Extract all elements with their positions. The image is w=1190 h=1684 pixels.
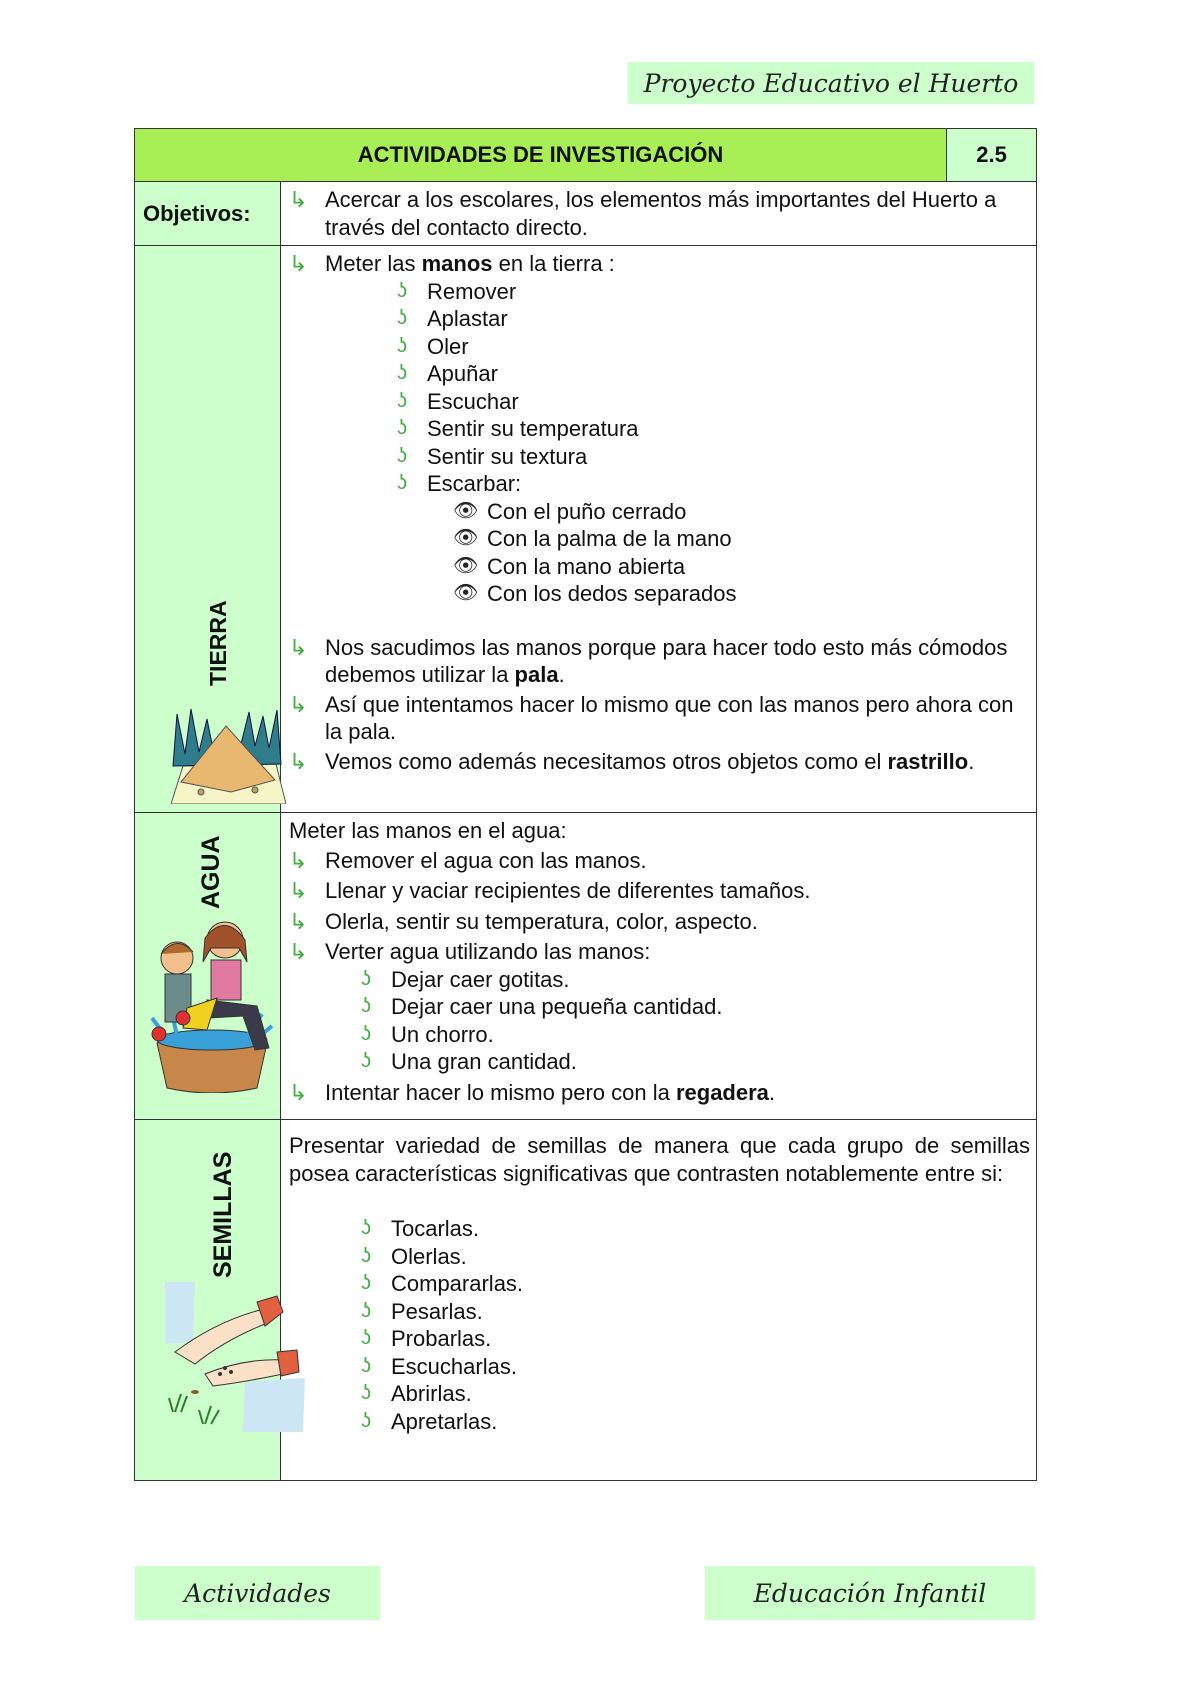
list-item: ↳ Olerla, sentir su temperatura, color, aspecto. — [289, 908, 758, 934]
ear-icon: ʖ — [397, 307, 407, 329]
list-item: ʖ Remover — [397, 278, 517, 304]
list-item: ʖ Olerlas. — [361, 1243, 467, 1269]
table-number: 2.5 — [947, 129, 1037, 182]
tierra-side — [135, 246, 281, 813]
ear-icon: ʖ — [397, 279, 407, 302]
arrow-bullet-icon: ↳ — [289, 939, 308, 964]
tierra-label: TIERRA — [205, 600, 231, 686]
list-item: ʖ Compararlas. — [361, 1271, 524, 1296]
objetivos-content — [281, 182, 1037, 246]
ear-icon: ʖ — [397, 472, 407, 494]
agua-label: AGUA — [197, 835, 225, 909]
agua-content — [281, 813, 1037, 1120]
arrow-bullet-icon: ↳ — [289, 634, 308, 660]
list-item: ʖ Escuchar — [397, 388, 519, 414]
ear-icon: ʖ — [397, 334, 407, 357]
header-project-text: Proyecto Educativo el Huerto — [643, 68, 1019, 98]
list-item: ʖ Sentir su textura — [397, 443, 588, 469]
list-item: ʖ Pesarlas. — [361, 1298, 483, 1324]
ear-icon: ʖ — [397, 444, 407, 467]
footer-left-tag — [135, 1566, 380, 1620]
header-project-tag — [628, 62, 1034, 104]
ear-icon: ʖ — [361, 1022, 371, 1045]
list-item: ʖ Un chorro. — [361, 1021, 494, 1047]
list-item: ʖ Tocarlas. — [361, 1216, 480, 1241]
arrow-bullet-icon: ↳ — [289, 748, 308, 774]
objetivos-label: Objetivos: — [135, 182, 281, 246]
hands-seeds-illustration — [165, 1282, 305, 1432]
ear-icon: ʖ — [361, 1217, 371, 1239]
ear-icon: ʖ — [361, 967, 371, 990]
list-item: ʖ Oler — [397, 333, 469, 359]
footer-right-tag — [705, 1566, 1035, 1620]
list-item: ʖ Probarlas. — [361, 1326, 492, 1351]
soil-mound-illustration — [171, 704, 286, 804]
list-item: ʖ Aplastar — [397, 306, 508, 331]
footer-left-text: Actividades — [184, 1578, 331, 1608]
list-item: 👁 Con la palma de la mano — [453, 526, 732, 551]
objetivos-text: Acercar a los escolares, los elementos más importantes del Huerto a través del contacto directo. — [325, 187, 997, 240]
ear-icon: ʖ — [361, 1244, 371, 1267]
eye-icon: 👁 — [453, 527, 479, 549]
list-item: ↳ Llenar y vaciar recipientes de diferentes tamaños. — [289, 878, 811, 903]
list-item: ↳ Verter agua utilizando las manos: — [289, 939, 651, 964]
list-item: ʖ Apretarlas. — [361, 1408, 498, 1434]
eye-icon: 👁 — [453, 554, 479, 577]
ear-icon: ʖ — [397, 362, 407, 384]
ear-icon: ʖ — [361, 1299, 371, 1322]
list-item: ʖ Escarbar: — [397, 471, 522, 496]
arrow-bullet-icon: ↳ — [289, 908, 308, 934]
tierra-content — [281, 246, 1037, 813]
list-item: ↳ Nos sacudimos las manos porque para hacer todo esto más cómodos debemos utilizar la pala. — [289, 634, 1008, 687]
list-item: ʖ Escucharlas. — [361, 1353, 517, 1379]
list-item: 👁 Con la mano abierta — [453, 553, 686, 579]
eye-icon: 👁 — [453, 499, 479, 522]
semillas-side — [135, 1120, 281, 1481]
arrow-bullet-icon: ↳ — [289, 1079, 308, 1105]
table-title: ACTIVIDADES DE INVESTIGACIÓN — [135, 129, 947, 182]
list-item: 👁 Con los dedos separados — [453, 581, 737, 606]
arrow-bullet-icon: ↳ — [289, 691, 308, 717]
list-item: ʖ Una gran cantidad. — [361, 1049, 577, 1074]
list-item: ʖ Abrirlas. — [361, 1381, 472, 1406]
arrow-bullet-icon: ↳ — [289, 847, 308, 873]
list-item: ↳ Vemos como además necesitamos otros objetos como el rastrillo. — [289, 748, 975, 774]
list-item: ʖ Dejar caer gotitas. — [361, 966, 570, 992]
ear-icon: ʖ — [361, 1050, 371, 1072]
list-item: 👁 Con el puño cerrado — [453, 498, 687, 524]
ear-icon: ʖ — [361, 995, 371, 1017]
ear-icon: ʖ — [361, 1409, 371, 1432]
ear-icon: ʖ — [361, 1382, 371, 1404]
ear-icon: ʖ — [397, 417, 407, 439]
list-item: ʖ Sentir su temperatura — [397, 416, 639, 441]
activities-table — [134, 128, 1037, 1481]
ear-icon: ʖ — [361, 1354, 371, 1377]
ear-icon: ʖ — [397, 389, 407, 412]
list-item: ʖ Apuñar — [397, 361, 498, 386]
semillas-label: SEMILLAS — [209, 1151, 237, 1278]
arrow-bullet-icon: ↳ — [289, 878, 308, 903]
ear-icon: ʖ — [361, 1327, 371, 1349]
agua-intro: Meter las manos en el agua: — [289, 818, 567, 843]
list-item: ʖ Dejar caer una pequeña cantidad. — [361, 994, 723, 1019]
arrow-bullet-icon: ↳ — [289, 187, 308, 212]
footer-right-text: Educación Infantil — [753, 1578, 987, 1608]
list-item: ↳ Así que intentamos hacer lo mismo que con las manos pero ahora con la pala. — [289, 691, 1014, 744]
list-item: ↳ Remover el agua con las manos. — [289, 847, 647, 873]
children-water-illustration — [147, 918, 277, 1093]
list-item — [289, 186, 1030, 241]
eye-icon: 👁 — [453, 582, 479, 604]
agua-side — [135, 813, 281, 1120]
arrow-bullet-icon: ↳ — [289, 251, 308, 276]
list-item: ↳ Intentar hacer lo mismo pero con la regadera. — [289, 1079, 776, 1105]
semillas-intro: Presentar variedad de semillas de manera que cada grupo de semillas posea características significativas que contrasten notablemente entre si: — [289, 1133, 1031, 1186]
ear-icon: ʖ — [361, 1272, 371, 1294]
semillas-content — [281, 1120, 1037, 1481]
list-item: ↳ Meter las manos en la tierra : — [289, 251, 615, 276]
